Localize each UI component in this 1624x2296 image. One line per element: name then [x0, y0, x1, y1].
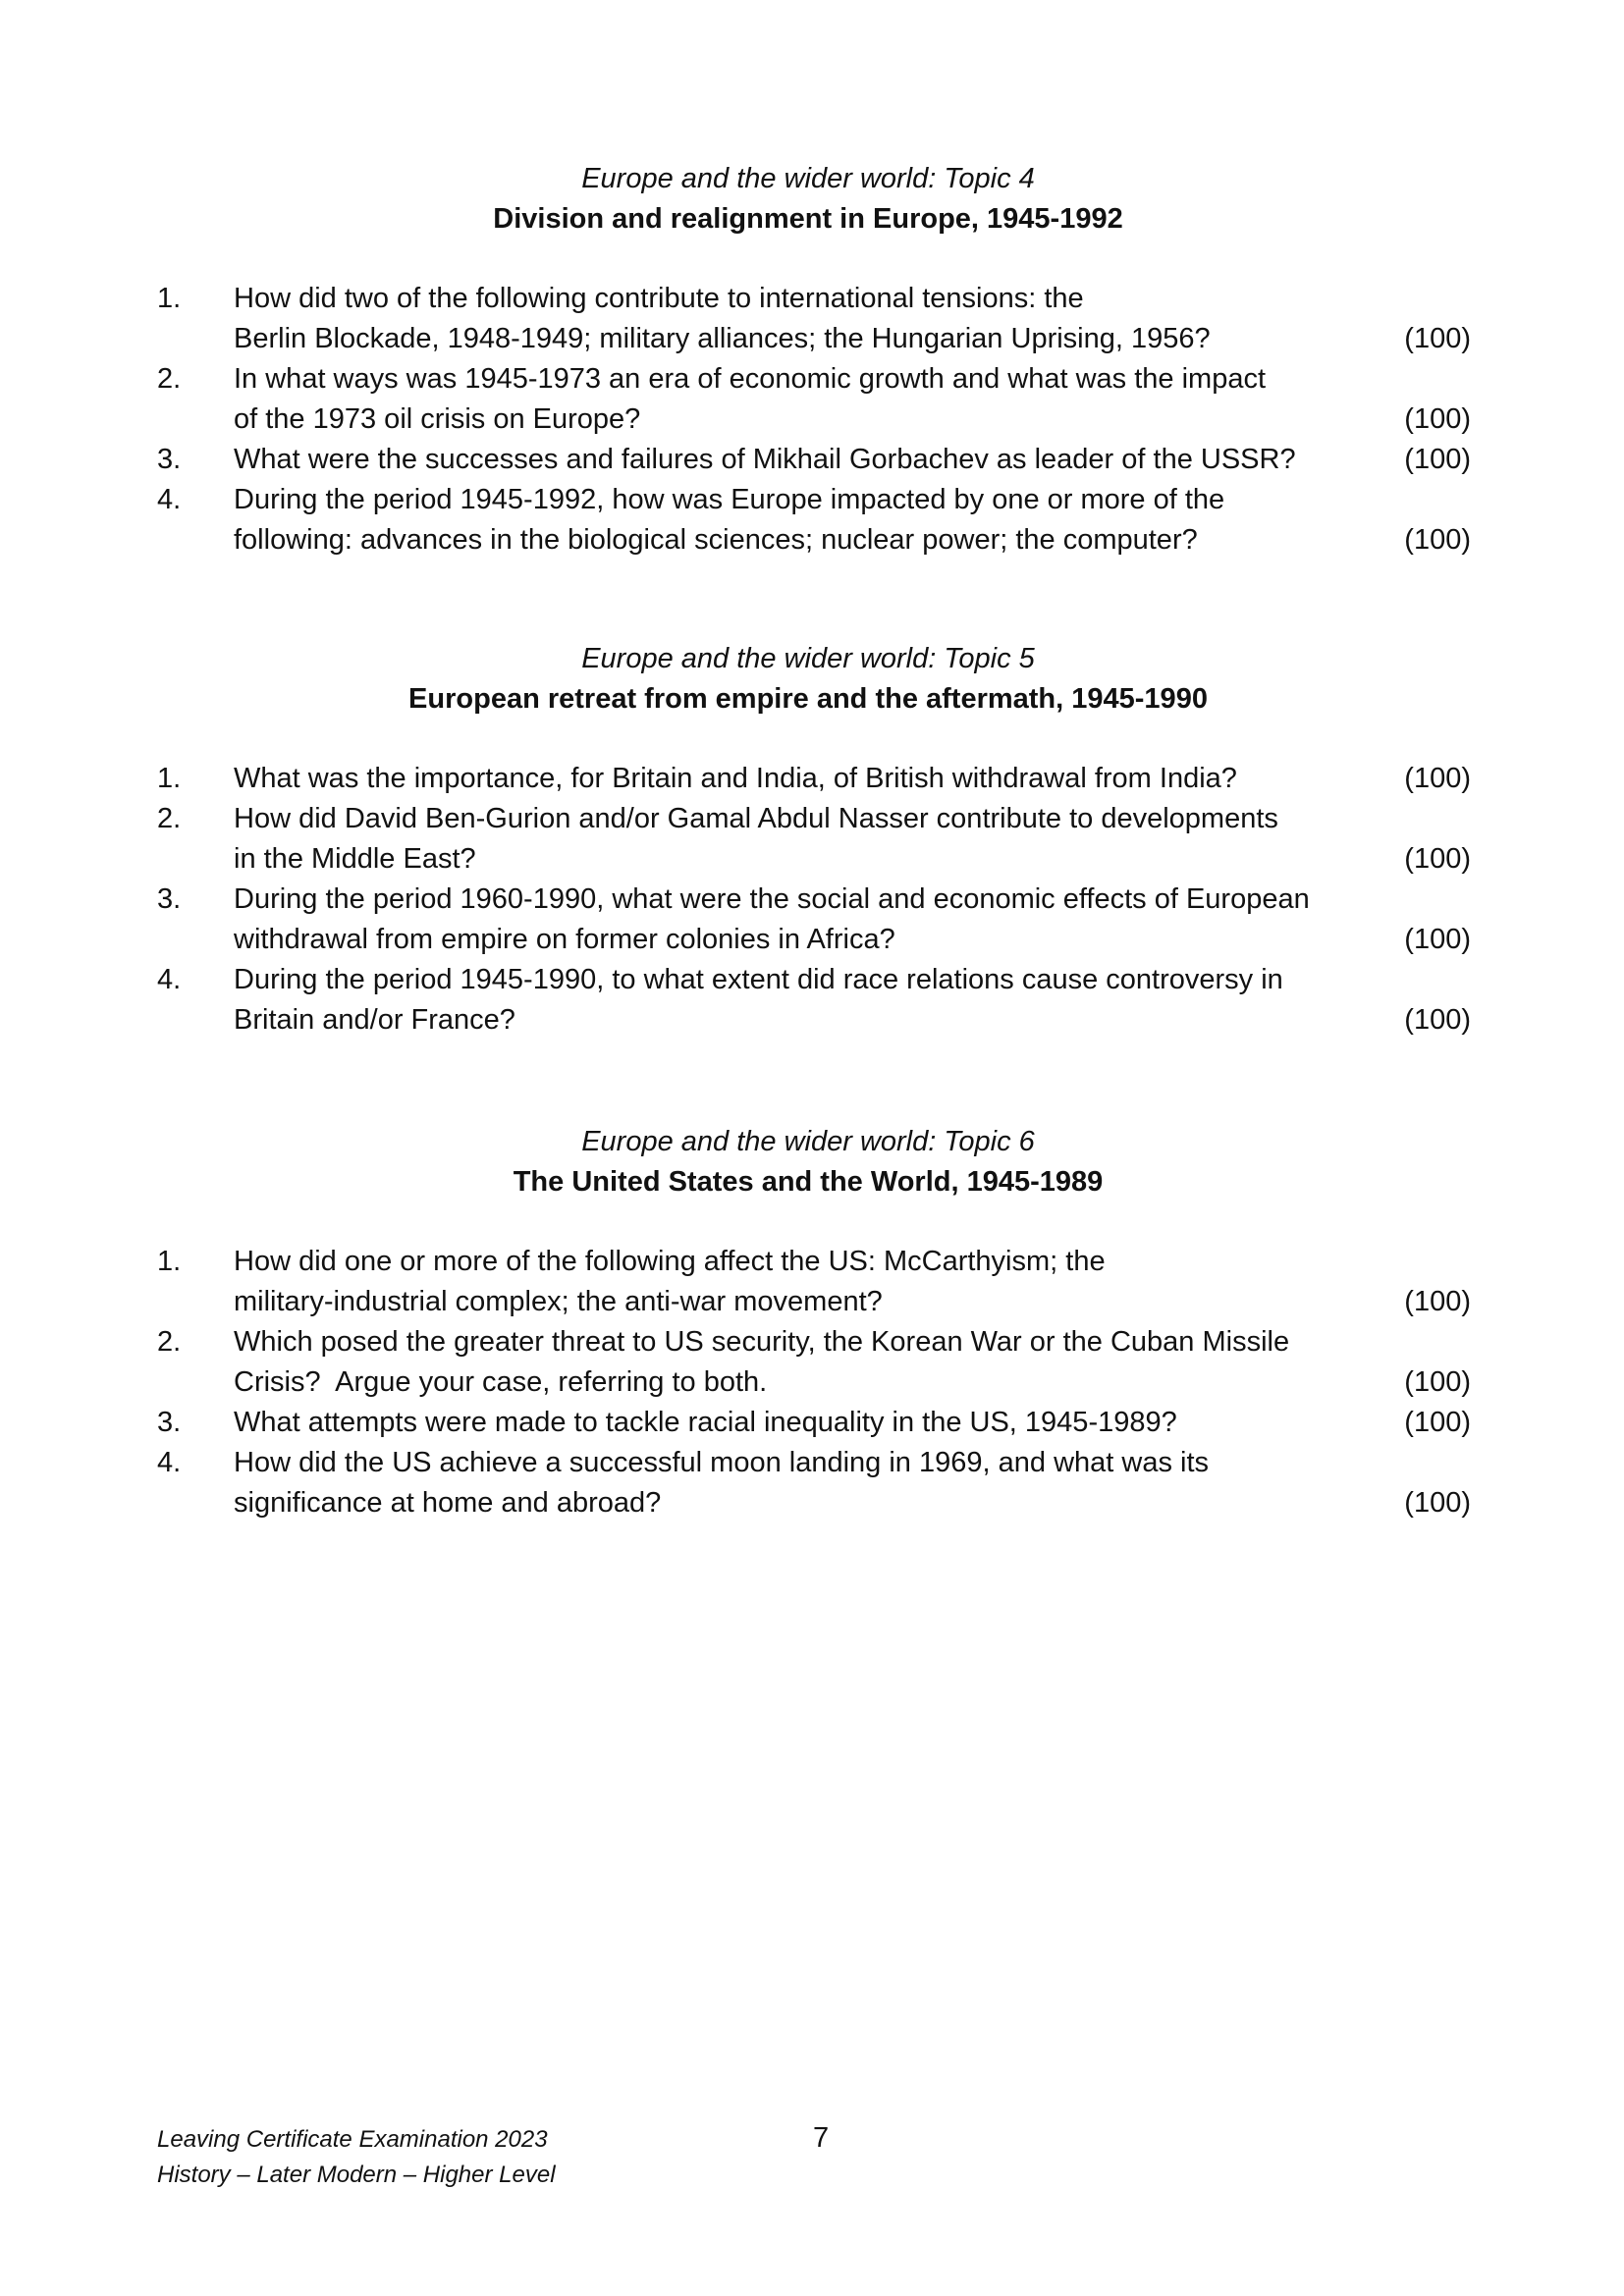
- question-number: 2.: [157, 1326, 182, 1358]
- topic-section-6: [0, 1122, 1624, 1523]
- question-line: How did two of the following contribute to international tensions: the: [234, 283, 1084, 314]
- question-line: What attempts were made to tackle racial inequality in the US, 1945-1989?: [234, 1407, 1177, 1438]
- question-line: military-industrial complex; the anti-war movement?: [234, 1286, 883, 1317]
- question-item: [0, 880, 1624, 960]
- question-number: 2.: [157, 363, 182, 395]
- question-line: Crisis? Argue your case, referring to both.: [234, 1366, 768, 1398]
- question-line: What were the successes and failures of Mikhail Gorbachev as leader of the USSR?: [234, 444, 1296, 475]
- question-line: significance at home and abroad?: [234, 1487, 662, 1519]
- question-marks: (100): [1404, 323, 1471, 354]
- question-number: 4.: [157, 964, 182, 995]
- question-marks: (100): [1404, 1286, 1471, 1317]
- question-number: 1.: [157, 283, 182, 314]
- question-line: What was the importance, for Britain and India, of British withdrawal from India?: [234, 763, 1237, 794]
- topic-subtitle: Europe and the wider world: Topic 5: [581, 643, 1035, 674]
- page-number: 7: [813, 2122, 830, 2154]
- question-line: following: advances in the biological sciences; nuclear power; the computer?: [234, 524, 1198, 556]
- question-list: [0, 279, 1624, 561]
- question-item: [0, 1443, 1624, 1523]
- topic-section-5: [0, 639, 1624, 1041]
- question-number: 4.: [157, 484, 182, 515]
- question-number: 3.: [157, 883, 182, 915]
- topic-subtitle: Europe and the wider world: Topic 6: [581, 1126, 1035, 1157]
- topic-title: The United States and the World, 1945-1989: [513, 1166, 1104, 1198]
- question-marks: (100): [1404, 924, 1471, 955]
- question-item: [0, 1322, 1624, 1403]
- question-marks: (100): [1404, 403, 1471, 435]
- question-line: During the period 1945-1990, to what extent did race relations cause controversy in: [234, 964, 1283, 995]
- question-marks: (100): [1404, 843, 1471, 875]
- question-line: of the 1973 oil crisis on Europe?: [234, 403, 641, 435]
- question-number: 1.: [157, 1246, 182, 1277]
- question-number: 3.: [157, 444, 182, 475]
- question-item: [0, 759, 1624, 799]
- question-number: 2.: [157, 803, 182, 834]
- question-marks: (100): [1404, 1487, 1471, 1519]
- question-line: How did the US achieve a successful moon landing in 1969, and what was its: [234, 1447, 1210, 1478]
- question-line: Which posed the greater threat to US security, the Korean War or the Cuban Missile: [234, 1326, 1290, 1358]
- question-line: withdrawal from empire on former colonies in Africa?: [234, 924, 895, 955]
- question-line: Berlin Blockade, 1948-1949; military alliances; the Hungarian Uprising, 1956?: [234, 323, 1211, 354]
- question-item: [0, 1403, 1624, 1443]
- question-number: 1.: [157, 763, 182, 794]
- question-marks: (100): [1404, 1366, 1471, 1398]
- topic-title: European retreat from empire and the aftermath, 1945-1990: [408, 683, 1208, 715]
- question-line: During the period 1945-1992, how was Europe impacted by one or more of the: [234, 484, 1225, 515]
- topic-subtitle: Europe and the wider world: Topic 4: [581, 163, 1035, 194]
- question-item: [0, 480, 1624, 561]
- topic-title: Division and realignment in Europe, 1945-1992: [493, 203, 1123, 235]
- question-line: In what ways was 1945-1973 an era of economic growth and what was the impact: [234, 363, 1267, 395]
- question-line: How did David Ben-Gurion and/or Gamal Abdul Nasser contribute to developments: [234, 803, 1278, 834]
- question-item: [0, 279, 1624, 359]
- question-list: [0, 1242, 1624, 1523]
- question-number: 4.: [157, 1447, 182, 1478]
- question-line: How did one or more of the following affect the US: McCarthyism; the: [234, 1246, 1106, 1277]
- topic-section-4: [0, 159, 1624, 561]
- question-line: Britain and/or France?: [234, 1004, 515, 1036]
- question-number: 3.: [157, 1407, 182, 1438]
- question-list: [0, 759, 1624, 1041]
- footer-subject-line: History – Later Modern – Higher Level: [157, 2162, 556, 2188]
- question-item: [0, 359, 1624, 440]
- question-line: During the period 1960-1990, what were the social and economic effects of European: [234, 883, 1310, 915]
- question-item: [0, 960, 1624, 1041]
- question-item: [0, 1242, 1624, 1322]
- question-item: [0, 440, 1624, 480]
- question-line: in the Middle East?: [234, 843, 476, 875]
- question-item: [0, 799, 1624, 880]
- footer-exam-line: Leaving Certificate Examination 2023: [157, 2126, 548, 2153]
- question-marks: (100): [1404, 1004, 1471, 1036]
- question-marks: (100): [1404, 524, 1471, 556]
- question-marks: (100): [1404, 444, 1471, 475]
- page-footer: [157, 2122, 556, 2193]
- question-marks: (100): [1404, 1407, 1471, 1438]
- question-marks: (100): [1404, 763, 1471, 794]
